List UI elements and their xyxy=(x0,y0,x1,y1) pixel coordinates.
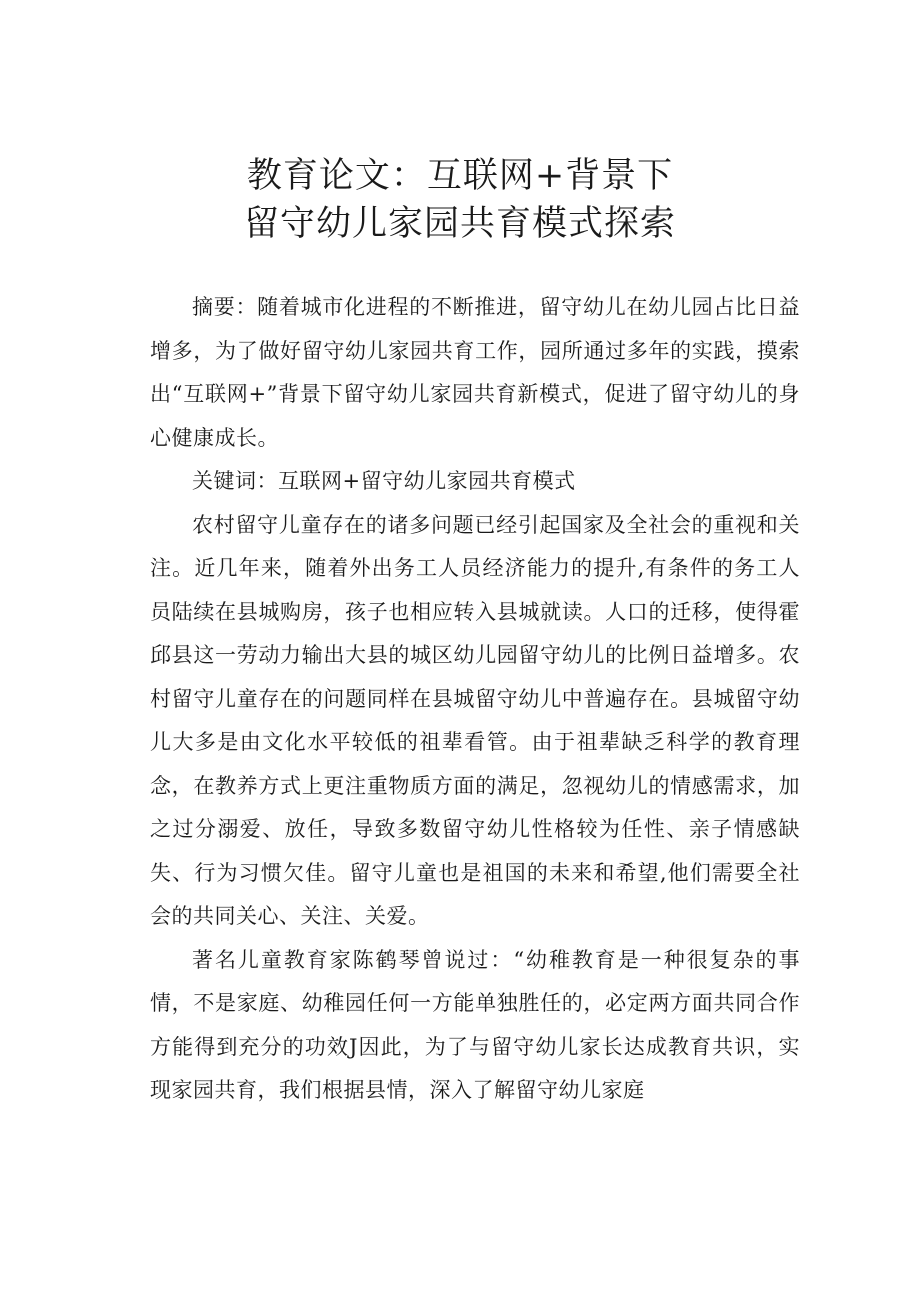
title-line-2: 留守幼儿家园共育模式探索 xyxy=(243,204,676,244)
document-title xyxy=(0,152,920,248)
keywords-paragraph: 关键词：互联网+留守幼儿家园共育模式 xyxy=(192,469,576,493)
document-body xyxy=(150,286,800,1113)
title-line-1: 教育论文：互联网+背景下 xyxy=(246,156,674,196)
body-paragraph: 著名儿童教育家陈鹤琴曾说过：“幼稚教育是一种很复杂的事情，不是家庭、幼稚园任何一方能单独胜任的，必定两方面共同合作方能得到充分的功效J因此，为了与留守幼儿家长达成教育共识，实现家园共育，我们根据县情，深入了解留守幼儿家庭 xyxy=(150,947,800,1102)
abstract-paragraph: 摘要：随着城市化进程的不断推进，留守幼儿在幼儿园占比日益增多，为了做好留守幼儿家园共育工作，园所通过多年的实践，摸索出“互联网+”背景下留守幼儿家园共育新模式，促进了留守幼儿的身心健康成长。 xyxy=(150,295,800,450)
body-paragraph: 农村留守儿童存在的诸多问题已经引起国家及全社会的重视和关注。近几年来，随着外出务工人员经济能力的提升,有条件的务工人员陆续在县城购房，孩子也相应转入县城就读。人口的迁移，使得霍邱县这一劳动力输出大县的城区幼儿园留守幼儿的比例日益增多。农村留守儿童存在的问题同样在县城留守幼儿中普遍存在。县城留守幼儿大多是由文化水平较低的祖辈看管。由于祖辈缺乏科学的教育理念，在教养方式上更注重物质方面的满足，忽视幼儿的情感需求，加之过分溺爱、放任，导致多数留守幼儿性格较为任性、亲子情感缺失、行为习惯欠佳。留守儿童也是祖国的未来和希望,他们需要全社会的共同关心、关注、关爱。 xyxy=(150,512,800,928)
